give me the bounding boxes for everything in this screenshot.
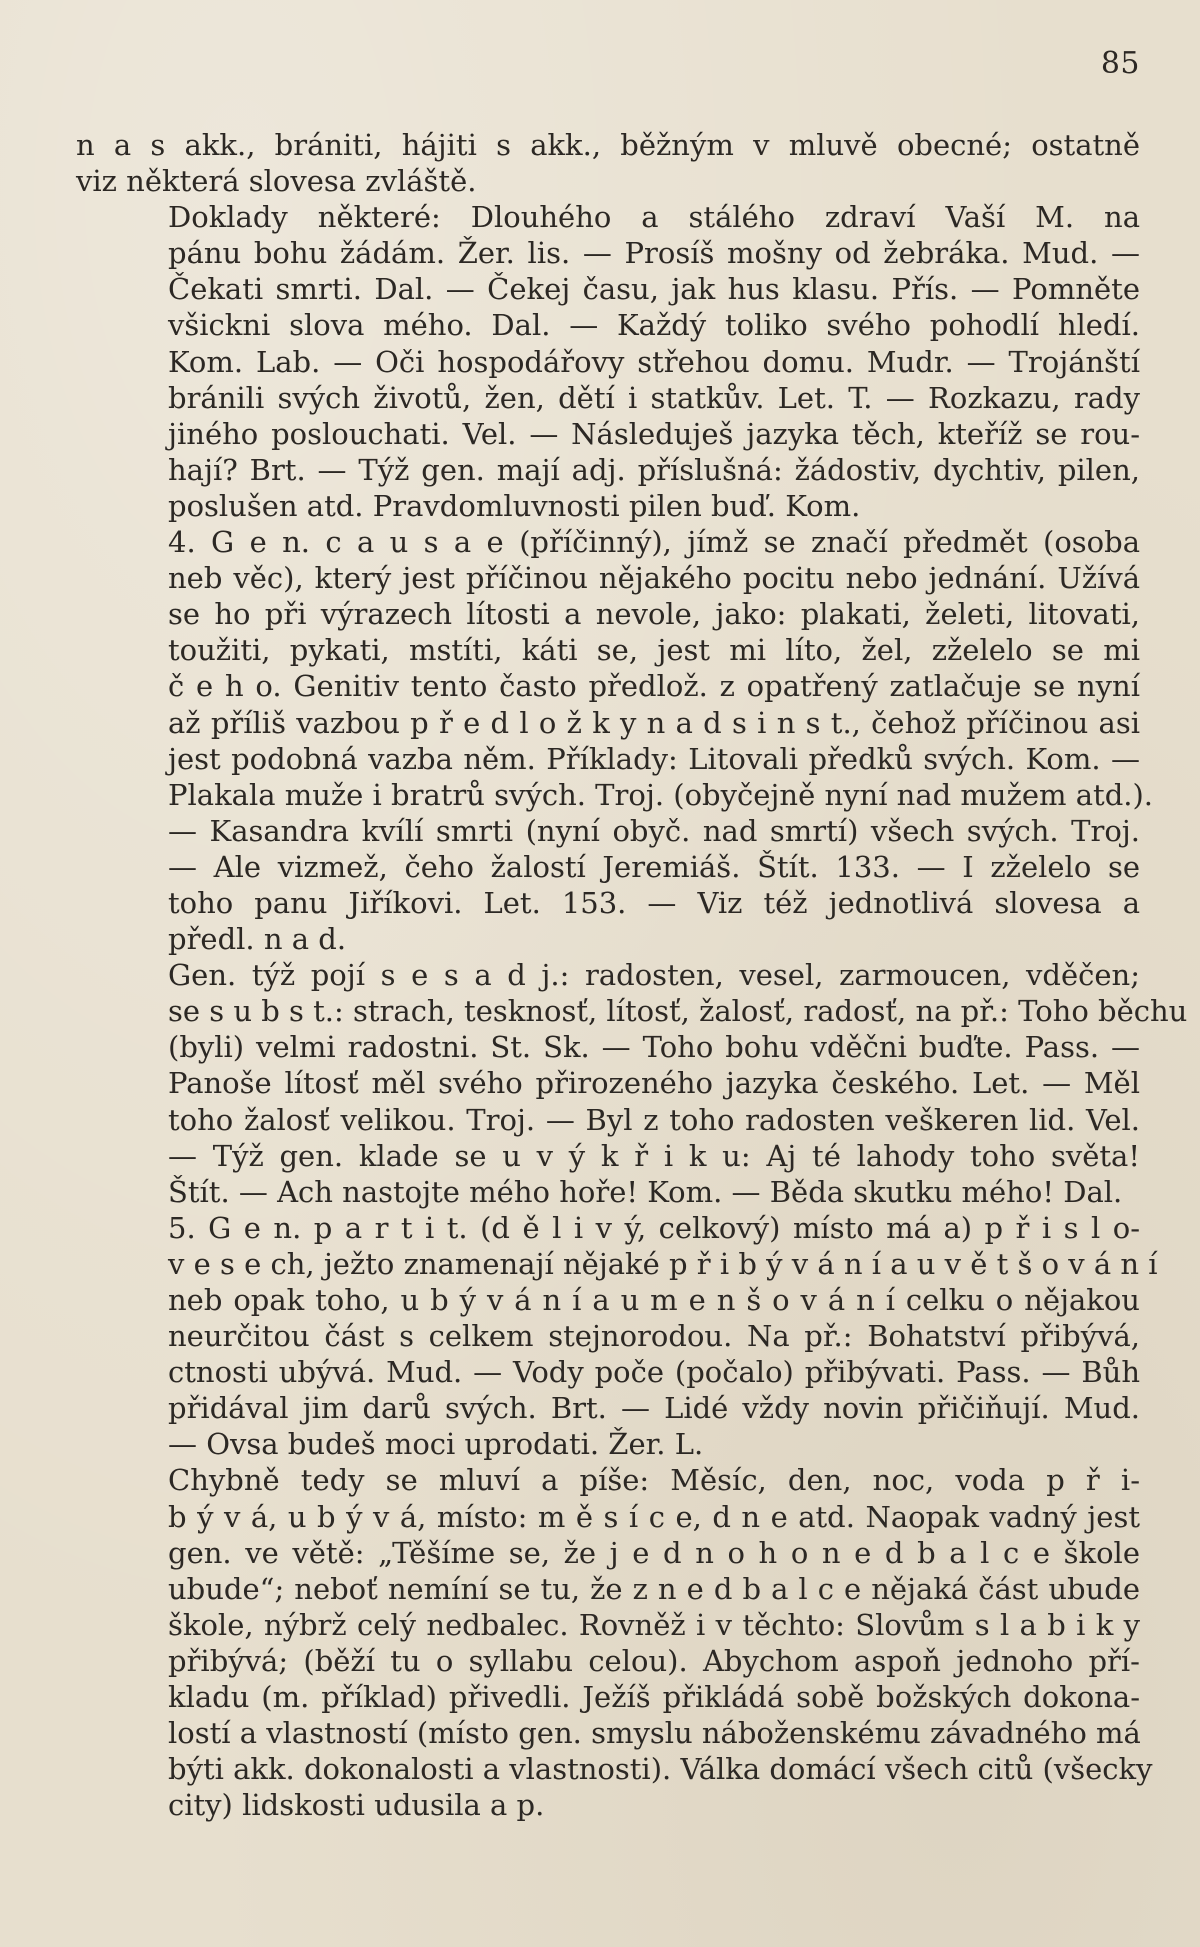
text-line: — Ovsa budeš moci uprodati. Žer. L. <box>168 1427 704 1462</box>
text-line: Čekati smrti. Dal. — Čekej času, jak hus klasu. Přís. — Pomněte <box>168 272 1140 307</box>
text-line: bránili svých životů, žen, dětí i statkův. Let. T. — Rozkazu, rady <box>168 380 1140 415</box>
paragraph <box>76 957 1188 1210</box>
text-line: b ý v á, u b ý v á, místo: m ě s í c e, d n e atd. Naopak vadný jest <box>168 1499 1140 1534</box>
text-line: lostí a vlastností (místo gen. smyslu náboženskému závadného má <box>168 1716 1141 1751</box>
text-line: neurčitou část s celkem stejnorodou. Na př.: Bohatství přibývá, <box>168 1319 1140 1354</box>
paragraph <box>76 199 1140 524</box>
text-line: toužiti, pykati, mstíti, káti se, jest mi líto, žel, zželelo se mi <box>168 633 1140 668</box>
text-line: neb věc), který jest příčinou nějakého pocitu nebo jednání. Užívá <box>168 561 1140 596</box>
text-line: Plakala muže i bratrů svých. Troj. (obyčejně nyní nad mužem atd.). <box>168 777 1154 812</box>
text-line: ctnosti ubývá. Mud. — Vody poče (počalo) přibývati. Pass. — Bůh <box>168 1355 1140 1390</box>
text-line: ubude“; neboť nemíní se tu, že z n e d b a l c e nějaká část ubude <box>168 1571 1140 1606</box>
text-line: hají? Brt. — Týž gen. mají adj. příslušná: žádostiv, dychtiv, pilen, <box>168 452 1140 487</box>
page-number: 85 <box>1100 46 1140 81</box>
text-line: přibývá; (běží tu o syllabu celou). Abychom aspoň jednoho pří- <box>168 1643 1140 1678</box>
text-line: č e h o. Genitiv tento často předlož. z opatřený zatlačuje se nyní <box>168 669 1140 704</box>
text-line: Gen. týž pojí s e s a d j.: radosten, vesel, zarmoucen, vděčen; <box>168 958 1140 993</box>
paragraph <box>76 1462 1153 1823</box>
text-line: 5. G e n. p a r t i t. (d ě l i v ý, celkový) místo má a) p ř i s l o- <box>168 1210 1140 1245</box>
text-line: neb opak toho, u b ý v á n í a u m e n š o v á n í celku o nějakou <box>168 1283 1140 1317</box>
text-line: jiného poslouchati. Vel. — Následuješ jazyka těch, kteříž se rou- <box>168 416 1140 451</box>
text-line: toho žalosť velikou. Troj. — Byl z toho radosten veškeren lid. Vel. <box>168 1102 1140 1137</box>
text-line: se s u b s t.: strach, tesknosť, lítosť, žalosť, radosť, na př.: Toho běchu <box>168 994 1188 1029</box>
text-line: city) lidskosti udusila a p. <box>168 1788 545 1823</box>
text-line: býti akk. dokonalosti a vlastnosti). Válka domácí všech citů (všecky <box>168 1752 1153 1787</box>
text-line: 4. G e n. c a u s a e (příčinný), jímž se značí předmět (osoba <box>168 525 1140 560</box>
text-line: škole, nýbrž celý nedbalec. Rovněž i v těchto: Slovům s l a b i k y <box>168 1607 1140 1642</box>
text-line: Štít. — Ach nastojte mého hoře! Kom. — Běda skutku mého! Dal. <box>168 1174 1123 1209</box>
text-line: pánu bohu žádám. Žer. lis. — Prosíš mošny od žebráka. Mud. — <box>168 236 1140 271</box>
text-line: — Ale vizmež, čeho žalostí Jeremiáš. Štít. 133. — I zželelo se <box>168 849 1140 884</box>
text-line: n a s akk., brániti, hájiti s akk., běžným v mluvě obecné; ostatně <box>76 128 1140 162</box>
paragraph <box>76 524 1154 957</box>
paragraph <box>76 1210 1158 1463</box>
text-line: poslušen atd. Pravdomluvnosti pilen buď. Kom. <box>168 488 861 523</box>
text-line: Chybně tedy se mluví a píše: Měsíc, den, noc, voda p ř i- <box>168 1463 1140 1498</box>
text-line: Doklady některé: Dlouhého a stálého zdraví Vaší M. na <box>168 200 1140 235</box>
text-line: přidával jim darů svých. Brt. — Lidé vždy novin přičiňují. Mud. <box>168 1391 1140 1426</box>
text-line: předl. n a d. <box>168 922 347 957</box>
text-line: Kom. Lab. — Oči hospodářovy střehou domu. Mudr. — Trojánští <box>168 344 1140 379</box>
page-body <box>76 127 1188 1823</box>
text-line: všickni slova mého. Dal. — Každý toliko svého pohodlí hledí. <box>168 308 1140 343</box>
text-line: viz některá slovesa zvláště. <box>76 164 477 199</box>
text-line: v e s e ch, ježto znamenají nějaké p ř i b ý v á n í a u v ě t š o v á n í <box>168 1246 1158 1281</box>
text-line: gen. ve větě: „Těšíme se, že j e d n o h o n e d b a l c e škole <box>168 1535 1140 1570</box>
text-line: kladu (m. příklad) přivedli. Ježíš přikládá sobě božských dokona- <box>168 1680 1140 1715</box>
text-line: se ho při výrazech lítosti a nevole, jako: plakati, želeti, litovati, <box>168 597 1140 632</box>
text-line: (byli) velmi radostni. St. Sk. — Toho bohu vděčni buďte. Pass. — <box>168 1030 1140 1065</box>
text-line: — Kasandra kvílí smrti (nyní obyč. nad smrtí) všech svých. Troj. <box>168 813 1140 848</box>
text-line: — Týž gen. klade se u v ý k ř i k u: Aj té lahody toho světa! <box>168 1138 1140 1173</box>
text-line: až příliš vazbou p ř e d l o ž k y n a d s i n s t., čehož příčinou asi <box>168 705 1140 740</box>
text-line: toho panu Jiříkovi. Let. 153. — Viz též jednotlivá slovesa a <box>168 885 1140 920</box>
text-line: jest podobná vazba něm. Příklady: Litovali předků svých. Kom. — <box>168 741 1140 776</box>
text-line: Panoše lítosť měl svého přirozeného jazyka českého. Let. — Měl <box>168 1066 1140 1101</box>
paragraph <box>76 127 1140 199</box>
